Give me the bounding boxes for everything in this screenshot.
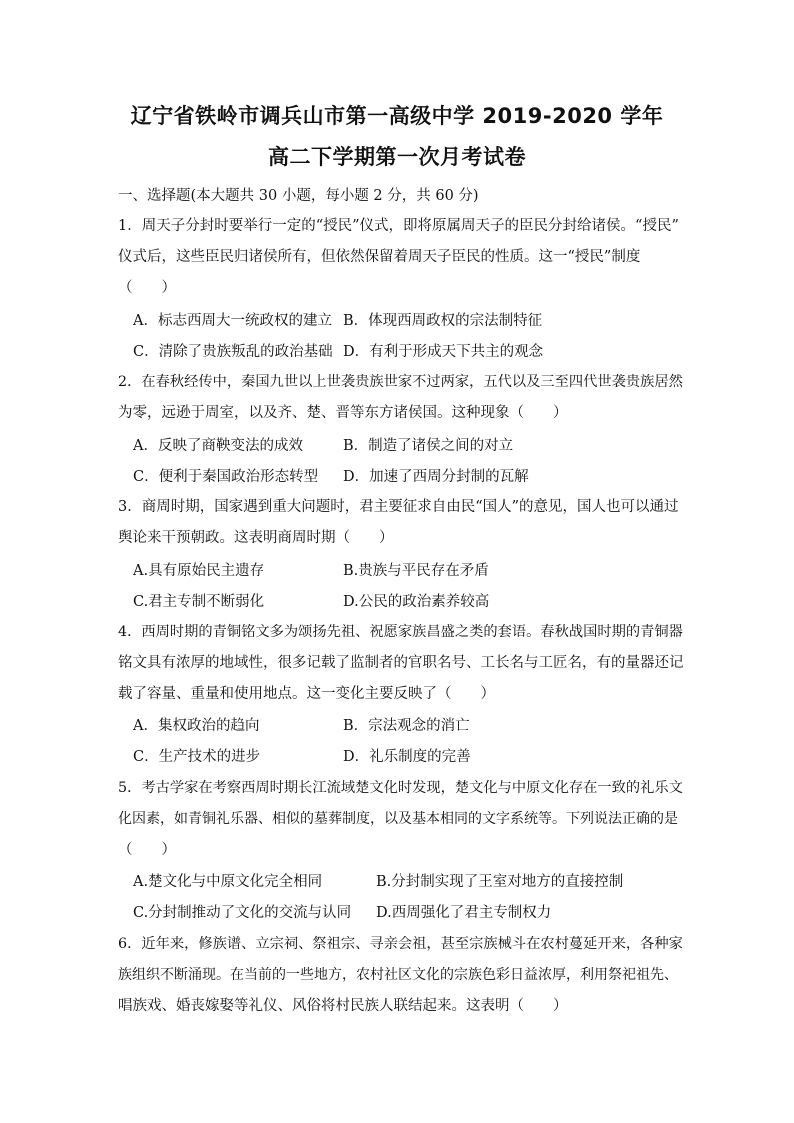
question-1-option-d: D．有利于形成天下共主的观念: [343, 344, 544, 360]
question-5-option-d: D.西周强化了君主专制权力: [376, 905, 552, 921]
question-2-option-d: D．加速了西周分封制的瓦解: [343, 469, 529, 485]
question-5-option-a: A.楚文化与中原文化完全相同: [133, 874, 323, 890]
question-2-option-b: B．制造了诸侯之间的对立: [343, 438, 514, 454]
section-heading: 一、选择题(本大题共 30 小题，每小题 2 分，共 60 分): [118, 188, 479, 204]
question-4-option-c: C．生产技术的进步: [133, 749, 261, 765]
question-2-option-a: A．反映了商鞅变法的成效: [133, 438, 303, 454]
question-6-line-1: 6．近年来，修族谱、立宗祠、祭祖宗、寻亲会祖，甚至宗族械斗在农村蔓延开来，各种家: [118, 936, 683, 952]
question-4-line-3: 载了容量、重量和使用地点。这一变化主要反映了（ ）: [118, 686, 495, 702]
question-5-option-c: C.分封制推动了文化的交流与认同: [133, 905, 352, 921]
question-1-option-a: A．标志西周大一统政权的建立: [133, 313, 332, 329]
question-5-option-b: B.分封制实现了王室对地方的直接控制: [376, 874, 624, 890]
question-3-option-c: C.君主专制不断弱化: [133, 594, 265, 610]
page-title: 辽宁省铁岭市调兵山市第一高级中学 2019-2020 学年: [130, 104, 664, 128]
question-1-line-3: （ ）: [118, 280, 176, 296]
page-subtitle: 高二下学期第一次月考试卷: [268, 145, 526, 169]
question-4-option-b: B．宗法观念的消亡: [343, 718, 470, 734]
question-3-option-a: A.具有原始民主遗存: [133, 563, 265, 579]
question-4-line-2: 铭文具有浓厚的地域性，很多记载了监制者的官职名号、工长名与工匠名，有的量器还记: [118, 655, 684, 671]
question-5-line-2: 化因素，如青铜礼乐器、相似的墓葬制度，以及基本相同的文字系统等。下列说法正确的是: [118, 811, 678, 827]
question-3-line-1: 3．商周时期，国家遇到重大问题时，君主要征求自由民“国人”的意见，国人也可以通过: [118, 499, 679, 515]
question-2-line-2: 为零，远逊于周室，以及齐、楚、晋等东方诸侯国。这种现象（ ）: [118, 405, 568, 421]
question-2-option-c: C．便利于秦国政治形态转型: [133, 469, 319, 485]
question-3-option-b: B.贵族与平民存在矛盾: [343, 563, 489, 579]
question-1-line-1: 1．周天子分封时要举行一定的“授民”仪式，即将原属周天子的臣民分封给诸侯。“授民”: [118, 218, 679, 234]
question-1-option-c: C．清除了贵族叛乱的政治基础: [133, 344, 333, 360]
question-1-option-b: B．体现西周政权的宗法制特征: [343, 313, 543, 329]
question-5-line-1: 5．考古学家在考察西周时期长江流域楚文化时发现，楚文化与中原文化存在一致的礼乐文: [118, 780, 683, 796]
question-5-line-3: （ ）: [118, 842, 176, 858]
question-3-line-2: 舆论来干预朝政。这表明商周时期（ ）: [118, 530, 394, 546]
question-2-line-1: 2．在春秋经传中，秦国九世以上世袭贵族世家不过两家，五代以及三至四代世袭贵族居然: [118, 374, 683, 390]
question-6-line-3: 唱族戏、婚丧嫁娶等礼仪、风俗将村民族人联结起来。这表明（ ）: [118, 998, 568, 1014]
question-6-line-2: 族组织不断涌现。在当前的一些地方，农村社区文化的宗族色彩日益浓厚，利用祭祀祖先、: [118, 967, 678, 983]
question-4-option-a: A．集权政治的趋向: [133, 718, 260, 734]
question-4-option-d: D．礼乐制度的完善: [343, 749, 471, 765]
question-4-line-1: 4．西周时期的青铜铭文多为颂扬先祖、祝愿家族昌盛之类的套语。春秋战国时期的青铜器: [118, 624, 683, 640]
question-3-option-d: D.公民的政治素养较高: [343, 594, 490, 610]
question-1-line-2: 仪式后，这些臣民归诸侯所有，但依然保留着周天子臣民的性质。这一“授民”制度: [118, 249, 641, 265]
